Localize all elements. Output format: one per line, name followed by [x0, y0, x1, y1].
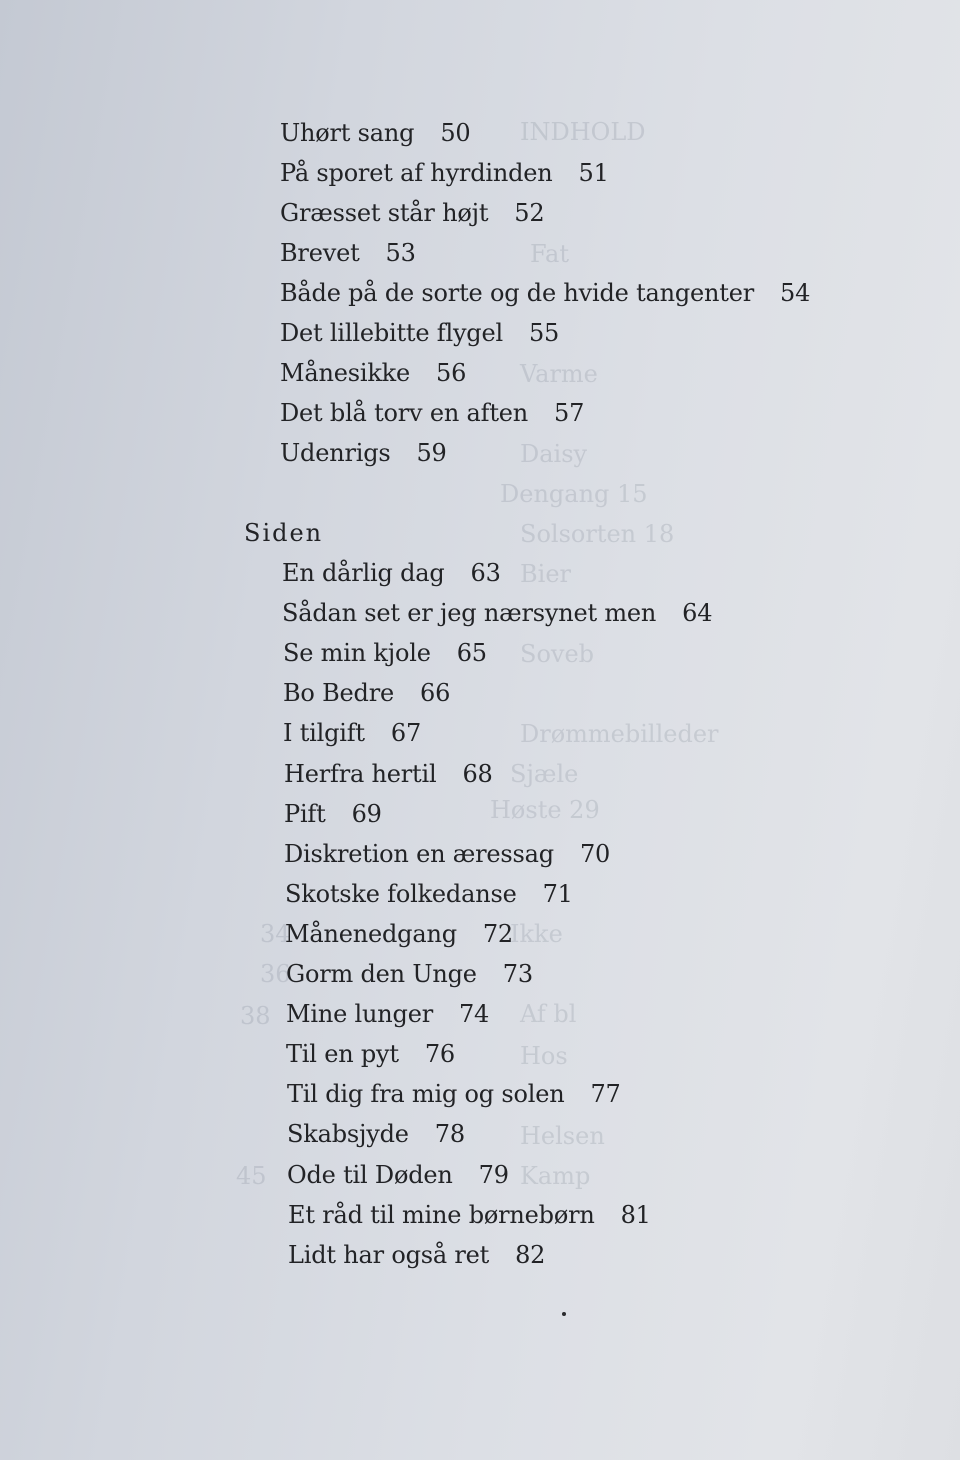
- entry-page-number: 55: [528, 319, 560, 347]
- entry-title: Sådan set er jeg nærsynet men: [282, 599, 657, 627]
- entry-title: Månesikke: [280, 359, 411, 387]
- toc-entry: [284, 759, 493, 789]
- entry-page-number: 69: [351, 800, 382, 828]
- entry-title: Månenedgang: [285, 920, 457, 948]
- entry-title: Se min kjole: [283, 639, 431, 667]
- entry-title: Bo Bedre: [283, 679, 394, 707]
- toc-entry: [288, 1200, 651, 1230]
- entry-page-number: 59: [416, 439, 447, 467]
- entry-page-number: 63: [470, 559, 501, 587]
- toc-entry: [288, 1240, 545, 1270]
- entry-title: Skabsjyde: [287, 1120, 409, 1148]
- entry-page-number: 82: [515, 1241, 546, 1269]
- toc-entry: [287, 1119, 465, 1149]
- entry-page-number: 77: [590, 1080, 621, 1108]
- toc-entry: [280, 318, 559, 348]
- entry-page-number: 78: [434, 1120, 465, 1148]
- entry-title: Mine lunger: [286, 1000, 433, 1028]
- entry-title: Det blå torv en aften: [280, 399, 529, 427]
- entry-page-number: 74: [458, 1000, 490, 1028]
- toc-entry: [285, 919, 513, 949]
- entry-title: Lidt har også ret: [288, 1241, 490, 1269]
- entry-title: Brevet: [280, 239, 360, 267]
- entry-page-number: 50: [440, 119, 471, 147]
- entry-page-number: 54: [780, 279, 811, 307]
- entry-title: Ode til Døden: [287, 1161, 453, 1189]
- entry-page-number: 79: [478, 1161, 509, 1189]
- toc-entry: [287, 1160, 509, 1190]
- entry-title: Udenrigs: [280, 439, 391, 467]
- section-heading: Siden: [244, 519, 324, 547]
- entry-page-number: 51: [578, 159, 609, 187]
- entry-page-number: 73: [502, 960, 533, 988]
- entry-title: I tilgift: [283, 719, 365, 747]
- toc-entry: [280, 198, 544, 228]
- entry-page-number: 56: [436, 359, 467, 387]
- entry-title: Til en pyt: [286, 1040, 399, 1068]
- entry-title: På sporet af hyrdinden: [280, 159, 553, 187]
- entry-page-number: 66: [420, 679, 451, 707]
- ink-speck: [562, 1312, 566, 1316]
- toc-entry: [286, 999, 489, 1029]
- toc-entry: [283, 678, 450, 708]
- toc-entry: [285, 879, 573, 909]
- toc-entry: [280, 158, 609, 188]
- show-through-text: INDHOLD Fat Varme Daisy Dengang 15 Solsorten 18 Bier Soveb Drømmebilleder Sjæle Høste 29 34 Ikke 36 38 Af bl Hos Helsen 45 Kamp: [236, 118, 719, 1190]
- entry-page-number: 72: [482, 920, 513, 948]
- entry-page-number: 53: [385, 239, 416, 267]
- entry-title: Uhørt sang: [280, 119, 415, 147]
- toc-entry: [282, 558, 501, 588]
- entry-title: Både på de sorte og de hvide tangenter: [280, 279, 755, 307]
- entry-title: Et råd til mine børnebørn: [288, 1201, 595, 1229]
- toc-entry: [286, 1039, 455, 1069]
- entry-page-number: 65: [456, 639, 487, 667]
- toc-entry: [286, 959, 533, 989]
- entry-title: Græsset står højt: [280, 199, 489, 227]
- entry-page-number: 76: [424, 1040, 455, 1068]
- entry-title: Herfra hertil: [284, 760, 437, 788]
- toc-entry: [284, 799, 382, 829]
- entry-page-number: 68: [462, 760, 493, 788]
- entry-page-number: 81: [620, 1201, 651, 1229]
- entry-page-number: 67: [390, 719, 422, 747]
- toc-entry: [280, 398, 584, 428]
- entry-title: En dårlig dag: [282, 559, 445, 587]
- entry-page-number: 57: [554, 399, 585, 427]
- toc-entry: [282, 598, 712, 628]
- entry-title: Gorm den Unge: [286, 960, 477, 988]
- toc-entry: [284, 839, 610, 869]
- entry-page-number: 52: [514, 199, 545, 227]
- toc-entry: [280, 438, 447, 468]
- entry-page-number: 71: [542, 880, 573, 908]
- toc-entry: [287, 1079, 621, 1109]
- entry-title: Til dig fra mig og solen: [287, 1080, 565, 1108]
- entry-title: Pift: [284, 800, 326, 828]
- toc-entry: [280, 118, 470, 148]
- toc-entry: [280, 238, 416, 268]
- toc-entry: [283, 718, 421, 748]
- entry-title: Skotske folkedanse: [285, 880, 517, 908]
- entry-title: Diskretion en æressag: [284, 840, 554, 868]
- toc-entry: [283, 638, 487, 668]
- entry-page-number: 64: [682, 599, 713, 627]
- entry-page-number: 70: [579, 840, 611, 868]
- toc-entry: [280, 278, 810, 308]
- entry-title: Det lillebitte flygel: [280, 319, 503, 347]
- toc-entry: [280, 358, 466, 388]
